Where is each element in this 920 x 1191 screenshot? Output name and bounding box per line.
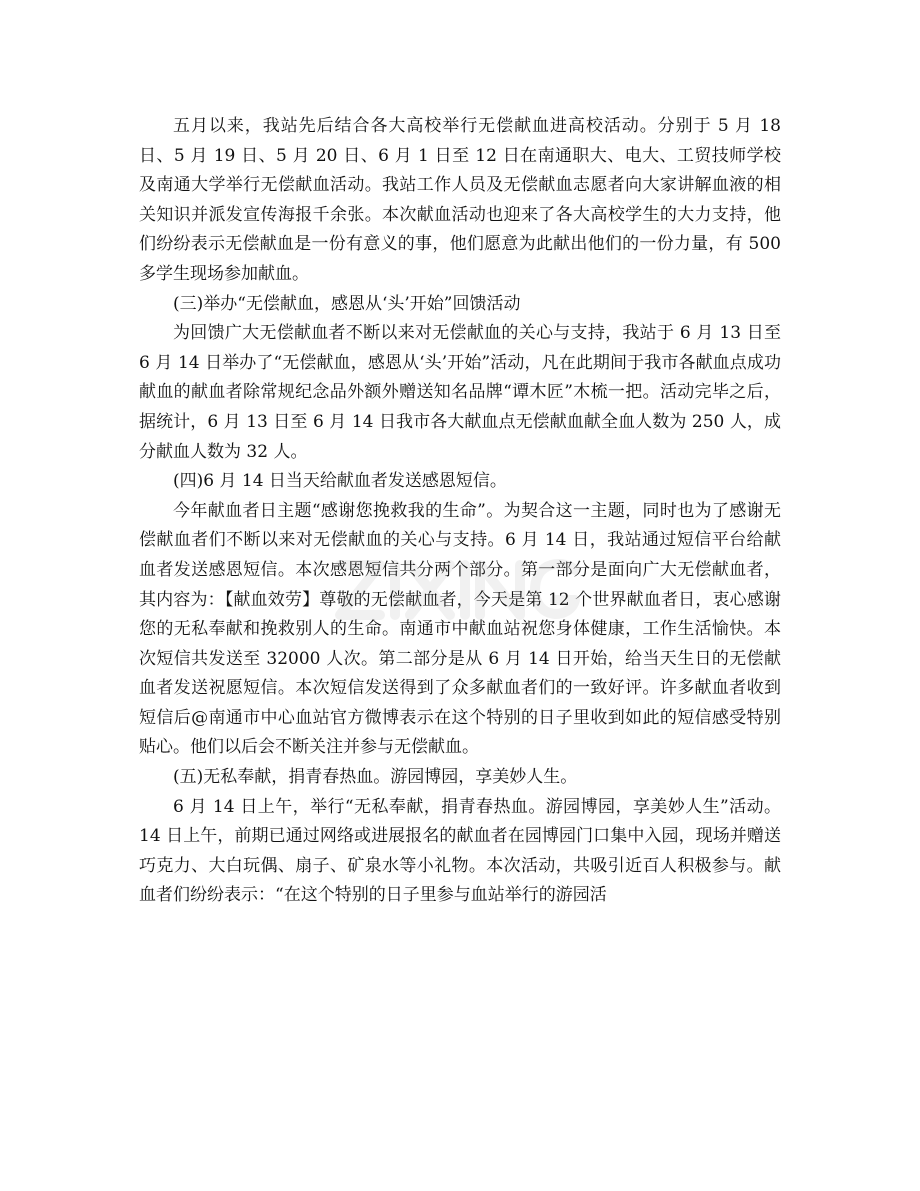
heading-section-5: (五)无私奉献，捐青春热血。游园博园，享美妙人生。 <box>173 767 578 788</box>
document-body <box>139 112 781 911</box>
paragraph-park-activity: 6 月 14 日上午，举行“无私奉献，捐青春热血。游园博园，享美妙人生”活动。14 日上午，前期已通过网络或进展报名的献血者在园博园门口集中入园，现场并赠送巧克力、大白玩偶、扇子、矿泉水等小礼物。本次活动，共吸引近百人积极参与。献血者们纷纷表示：“在这个特别的日子里参与血站举行的游园活 <box>139 796 781 906</box>
heading-section-4: (四)6 月 14 日当天给献血者发送感恩短信。 <box>173 471 507 492</box>
paragraph-feedback-activity: 为回馈广大无偿献血者不断以来对无偿献血的关心与支持，我站于 6 月 13 日至 6 月 14 日举办了“无偿献血，感恩从‘头’开始”活动，凡在此期间于我市各献血点成功献血的献血者除常规纪念品外额外赠送知名品牌“谭木匠”木梳一把。活动完毕之后，据统计，6 月 13 日至 6 月 14 日我市各大献血点无偿献血献全血人数为 250 人，成分献血人数为 32 人。 <box>139 323 781 462</box>
heading-section-3: (三)举办“无偿献血，感恩从‘头’开始”回馈活动 <box>173 293 521 314</box>
paragraph-campus-activity: 五月以来，我站先后结合各大高校举行无偿献血进高校活动。分别于 5 月 18 日、5 月 19 日、5 月 20 日、6 月 1 日至 12 日在南通职大、电大、工贸技师学校及南通大学举行无偿献血活动。我站工作人员及无偿献血志愿者向大家讲解血液的相关知识并派发宣传海报千余张。本次献血活动也迎来了各大高校学生的大力支持，他们纷纷表示无偿献血是一份有意义的事，他们愿意为此献出他们的一份力量，有 500 多学生现场参加献血。 <box>139 116 781 284</box>
paragraph-sms-activity: 今年献血者日主题“感谢您挽救我的生命”。为契合这一主题，同时也为了感谢无偿献血者们不断以来对无偿献血的关心与支持。6 月 14 日，我站通过短信平台给献血者发送感恩短信。本次感恩短信共分两个部分。第一部分是面向广大无偿献血者，其内容为：【献血效劳】尊敬的无偿献血者，今天是第 12 个世界献血者日，衷心感谢您的无私奉献和挽救别人的生命。南通市中献血站祝您身体健康，工作生活愉快。本次短信共发送至 32000 人次。第二部分是从 6 月 14 日开始，给当天生日的无偿献血者发送祝愿短信。本次短信发送得到了众多献血者们的一致好评。许多献血者收到短信后@南通市中心血站官方微博表示在这个特别的日子里收到如此的短信感受特别贴心。他们以后会不断关注并参与无偿献血。 <box>139 500 781 758</box>
